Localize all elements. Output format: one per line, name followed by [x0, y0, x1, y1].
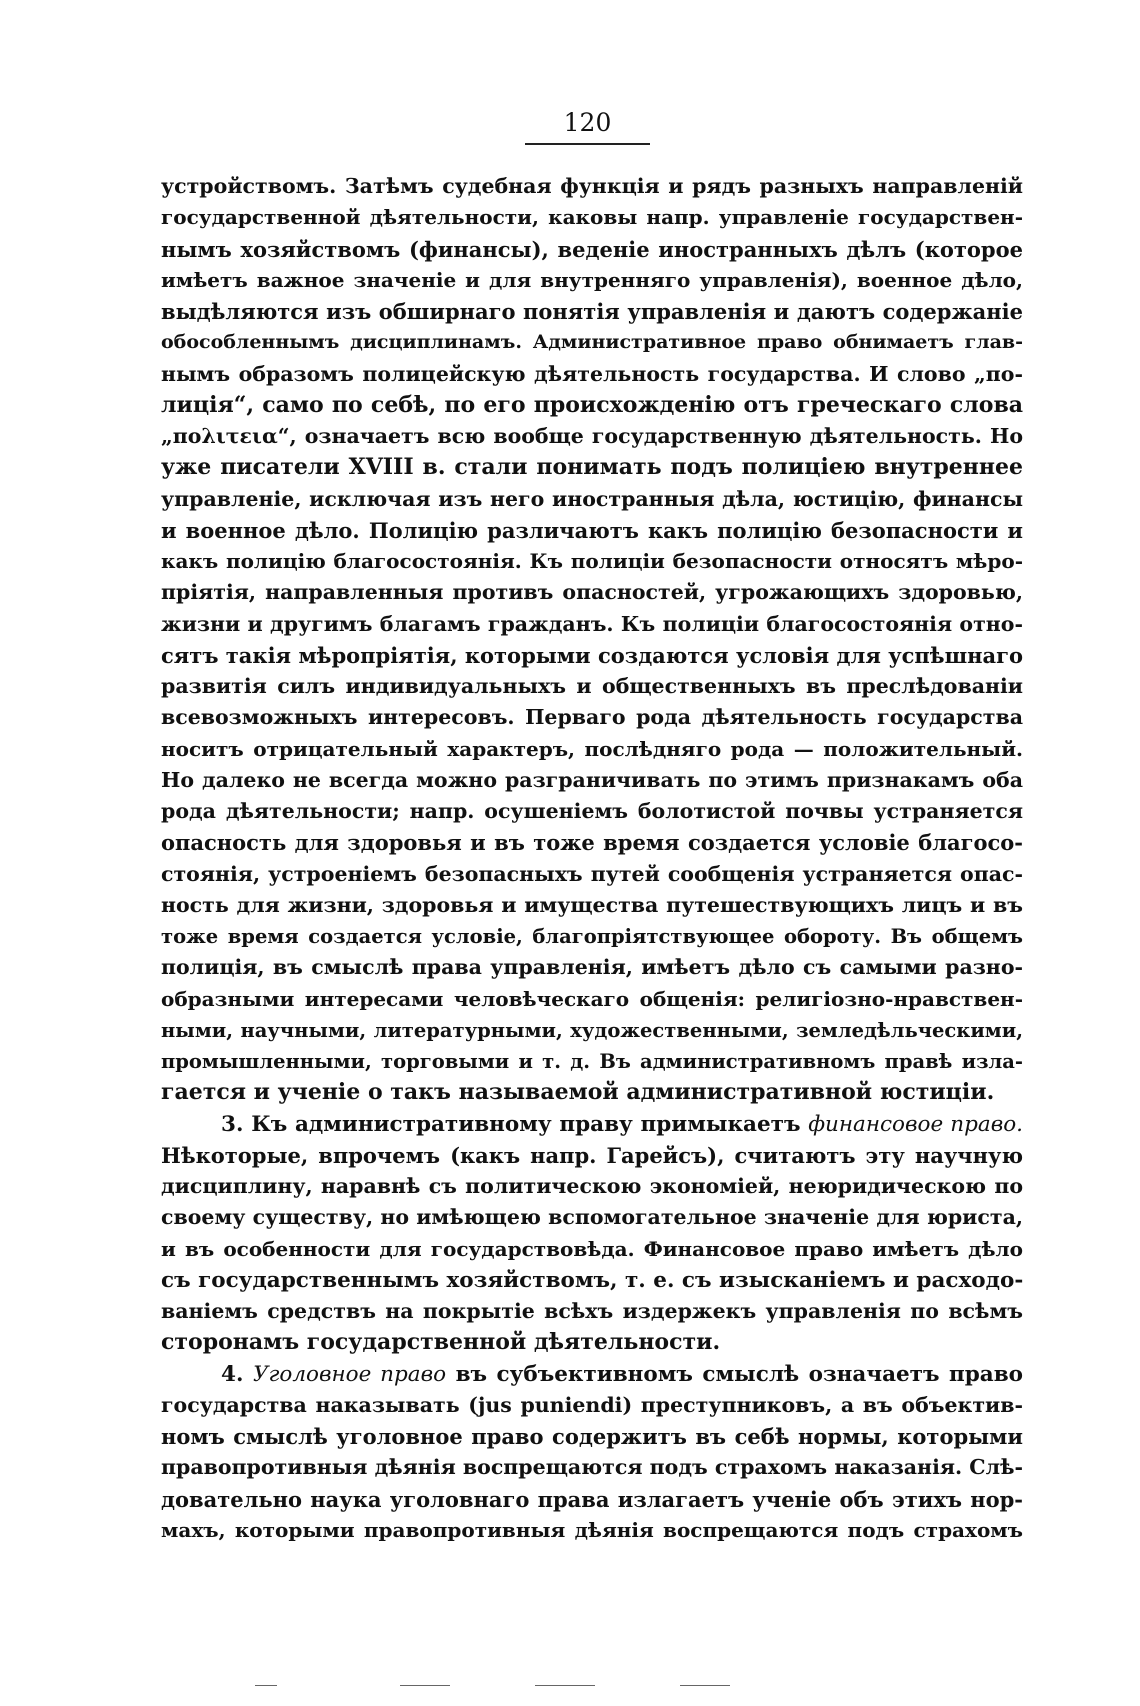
- text-line: сторонамъ государственной дѣятельности.: [161, 1329, 721, 1356]
- text-line: государственной дѣятельности, каковы напр. управленіе государствен-: [161, 205, 1023, 230]
- text-line: ными, научными, литературными, художественными, земледѣльческими,: [161, 1018, 1023, 1042]
- text-line: и въ особенности для государствовѣда. Финансовое право имѣетъ дѣло: [161, 1236, 1023, 1261]
- text-line: правопротивныя дѣянія воспрещаются подъ страхомъ наказанія. Слѣ-: [161, 1455, 1023, 1480]
- text-line: тоже время создается условіе, благопріятствующее обороту. Въ общемъ: [161, 925, 1023, 948]
- text-line: полиція, въ смыслѣ права управленія, имѣетъ дѣло съ самыми разно-: [161, 955, 1023, 980]
- text-line: устройствомъ. Затѣмъ судебная функція и рядъ разныхъ направленій: [161, 174, 1023, 198]
- text-line: сятъ такія мѣропріятія, которыми создаются условія для успѣшнаго: [161, 642, 1023, 668]
- scan-edge-mark: [535, 1685, 595, 1686]
- text-line: опасность для здоровья и въ тоже время создается условіе благосо-: [161, 830, 1023, 856]
- text-line: развитія силъ индивидуальныхъ и общественныхъ въ преслѣдованіи: [161, 674, 1023, 698]
- scan-edge-mark: [400, 1685, 450, 1686]
- text-line: довательно наука уголовнаго права излагаетъ ученіе объ этихъ нор-: [161, 1486, 1023, 1512]
- term-financial-law: финансовое право.: [808, 1111, 1023, 1137]
- text-line: Но далеко не всегда можно разграничивать по этимъ признакамъ оба: [161, 767, 1023, 792]
- text-line: стоянія, устроеніемъ безопасныхъ путей сообщенія устраняется опас-: [161, 861, 1023, 886]
- text-line: уже писатели XVIII в. стали понимать подъ полиціею внутреннее: [161, 454, 1023, 481]
- text-line: нымъ образомъ полицейскую дѣятельность государства. И слово „по-: [161, 361, 1023, 386]
- text-line: образными интересами человѣческаго общенія: религіозно-нравствен-: [161, 986, 1023, 1011]
- text-line: ность для жизни, здоровья и имущества путешествующихъ лицъ и въ: [161, 892, 1023, 917]
- text-line: нымъ хозяйствомъ (финансы), веденіе иностранныхъ дѣлъ (которое: [161, 236, 1023, 262]
- paragraph-3-lead: 3. Къ административному праву примыкаетъ: [221, 1111, 801, 1137]
- term-criminal-law: Уголовное право: [252, 1361, 447, 1387]
- text-line: всевозможныхъ интересовъ. Перваго рода дѣятельность государства: [161, 705, 1023, 730]
- paragraph-4-first-line: [161, 1359, 1023, 1390]
- page-number-rule: [525, 143, 650, 145]
- text-line: гается и ученіе о такъ называемой административной юстиціи.: [161, 1079, 995, 1106]
- text-line: рода дѣятельности; напр. осушеніемъ болотистой почвы устраняется: [161, 799, 1023, 823]
- text-line: съ государственнымъ хозяйствомъ, т. е. съ изысканіемъ и расходо-: [161, 1267, 1024, 1293]
- text-line: выдѣляются изъ обширнаго понятія управленія и даютъ содержаніе: [161, 299, 1023, 324]
- paragraph-4-number: 4.: [221, 1361, 244, 1387]
- text-line: махъ, которыми правопротивныя дѣянія воспрещаются подъ страхомъ: [161, 1517, 1023, 1542]
- text-line: государства наказывать (jus puniendi) преступниковъ, а въ объектив-: [161, 1392, 1023, 1417]
- text-line: своему существу, но имѣющею вспомогательное значеніе для юриста,: [161, 1205, 1023, 1230]
- text-line: лиція“, само по себѣ, по его происхожденію отъ греческаго слова: [161, 391, 1023, 418]
- text-line: обособленнымъ дисциплинамъ. Административное право обнимаетъ глав-: [161, 331, 1023, 354]
- scan-edge-mark: [680, 1685, 730, 1686]
- text-line: пріятія, направленныя противъ опасностей, угрожающихъ здоровью,: [161, 580, 1023, 605]
- body-text: [161, 171, 1023, 1546]
- text-line: управленіе, исключая изъ него иностранныя дѣла, юстицію, финансы: [161, 486, 1023, 511]
- text-line: промышленными, торговыми и т. д. Въ административномъ правѣ изла-: [161, 1050, 1023, 1073]
- text-line: какъ полицію благосостоянія. Къ полиціи безопасности относятъ мѣро-: [161, 549, 1023, 573]
- text-line: дисциплину, наравнѣ съ политическою экономіей, неюридическою по: [161, 1174, 1023, 1198]
- paragraph-4-lead: въ субъективномъ смыслѣ означаетъ право: [455, 1361, 1023, 1387]
- text-line: жизни и другимъ благамъ гражданъ. Къ полиціи благосостоянія отно-: [161, 611, 1023, 636]
- text-line: Нѣкоторые, впрочемъ (какъ напр. Гарейсъ), считаютъ эту научную: [161, 1142, 1023, 1168]
- text-line: имѣетъ важное значеніе и для внутренняго управленія), военное дѣло,: [161, 267, 1023, 292]
- text-line: „πολιτεια“, означаетъ всю вообще государственную дѣятельность. Но: [161, 424, 1023, 448]
- text-line: номъ смыслѣ уголовное право содержитъ въ себѣ нормы, которыми: [161, 1424, 1023, 1449]
- paragraph-3-first-line: [161, 1109, 1023, 1140]
- text-line: и военное дѣло. Полицію различаютъ какъ полицію безопасности и: [161, 517, 1023, 543]
- page-number: 120: [563, 108, 612, 137]
- scan-edge-mark: [255, 1685, 277, 1686]
- text-line: ваніемъ средствъ на покрытіе всѣхъ издержекъ управленія по всѣмъ: [161, 1299, 1023, 1323]
- text-line: носитъ отрицательный характеръ, послѣдняго рода — положительный.: [161, 736, 1023, 761]
